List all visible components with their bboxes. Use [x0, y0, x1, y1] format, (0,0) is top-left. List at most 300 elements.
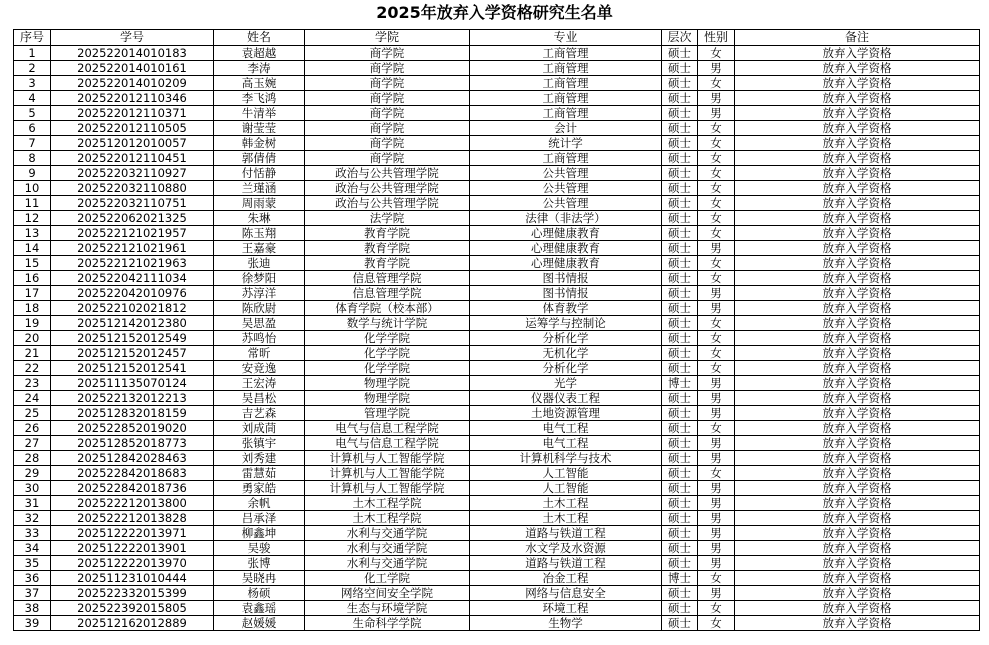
cell-major: 公共管理 [470, 166, 662, 181]
cell-name: 刘成茼 [214, 421, 305, 436]
cell-index: 7 [14, 136, 51, 151]
cell-index: 3 [14, 76, 51, 91]
cell-level: 硕士 [662, 601, 698, 616]
cell-name: 赵媛媛 [214, 616, 305, 631]
table-row [14, 346, 980, 361]
cell-name: 周雨蒙 [214, 196, 305, 211]
cell-level: 硕士 [662, 211, 698, 226]
cell-college: 计算机与人工智能学院 [305, 466, 470, 481]
cell-gender: 男 [698, 496, 735, 511]
table-row [14, 466, 980, 481]
cell-gender: 女 [698, 256, 735, 271]
cell-level: 硕士 [662, 391, 698, 406]
cell-major: 体育教学 [470, 301, 662, 316]
table-row [14, 151, 980, 166]
cell-college: 商学院 [305, 91, 470, 106]
table-row [14, 526, 980, 541]
cell-name: 张镇宇 [214, 436, 305, 451]
cell-name: 袁超越 [214, 46, 305, 61]
cell-index: 32 [14, 511, 51, 526]
cell-student-id: 202522212013828 [51, 511, 214, 526]
cell-index: 36 [14, 571, 51, 586]
cell-name: 李涛 [214, 61, 305, 76]
cell-name: 雷慧茹 [214, 466, 305, 481]
table-row [14, 286, 980, 301]
cell-remark: 放弃入学资格 [735, 556, 980, 571]
cell-index: 15 [14, 256, 51, 271]
cell-major: 计算机科学与技术 [470, 451, 662, 466]
table-row [14, 571, 980, 586]
cell-level: 硕士 [662, 616, 698, 631]
cell-major: 道路与铁道工程 [470, 526, 662, 541]
cell-major: 光学 [470, 376, 662, 391]
cell-student-id: 202512152012541 [51, 361, 214, 376]
cell-index: 31 [14, 496, 51, 511]
table-row [14, 226, 980, 241]
cell-index: 13 [14, 226, 51, 241]
cell-name: 牛清举 [214, 106, 305, 121]
cell-college: 教育学院 [305, 226, 470, 241]
cell-gender: 女 [698, 316, 735, 331]
cell-major: 统计学 [470, 136, 662, 151]
cell-major: 环境工程 [470, 601, 662, 616]
cell-major: 人工智能 [470, 466, 662, 481]
column-header-college: 学院 [305, 30, 470, 46]
table-row [14, 241, 980, 256]
cell-college: 信息管理学院 [305, 271, 470, 286]
cell-major: 图书情报 [470, 286, 662, 301]
cell-index: 11 [14, 196, 51, 211]
cell-student-id: 202512012010057 [51, 136, 214, 151]
table-row [14, 511, 980, 526]
cell-major: 无机化学 [470, 346, 662, 361]
cell-remark: 放弃入学资格 [735, 571, 980, 586]
cell-gender: 男 [698, 451, 735, 466]
cell-level: 硕士 [662, 166, 698, 181]
cell-student-id: 202522012110346 [51, 91, 214, 106]
cell-name: 张迪 [214, 256, 305, 271]
cell-name: 杨硕 [214, 586, 305, 601]
table-row [14, 76, 980, 91]
cell-remark: 放弃入学资格 [735, 346, 980, 361]
cell-gender: 男 [698, 556, 735, 571]
cell-remark: 放弃入学资格 [735, 181, 980, 196]
cell-name: 余帆 [214, 496, 305, 511]
cell-remark: 放弃入学资格 [735, 616, 980, 631]
cell-college: 化学学院 [305, 346, 470, 361]
table-row [14, 391, 980, 406]
cell-college: 土木工程学院 [305, 511, 470, 526]
cell-student-id: 202512222013970 [51, 556, 214, 571]
cell-student-id: 202511231010444 [51, 571, 214, 586]
cell-student-id: 202522032110880 [51, 181, 214, 196]
cell-gender: 女 [698, 466, 735, 481]
cell-level: 硕士 [662, 286, 698, 301]
cell-level: 硕士 [662, 541, 698, 556]
cell-gender: 女 [698, 421, 735, 436]
column-header-gender: 性别 [698, 30, 735, 46]
cell-remark: 放弃入学资格 [735, 121, 980, 136]
cell-name: 袁鑫瑶 [214, 601, 305, 616]
table-row [14, 616, 980, 631]
cell-index: 27 [14, 436, 51, 451]
cell-major: 水文学及水资源 [470, 541, 662, 556]
table-row [14, 256, 980, 271]
cell-level: 硕士 [662, 316, 698, 331]
cell-remark: 放弃入学资格 [735, 601, 980, 616]
cell-index: 9 [14, 166, 51, 181]
cell-college: 商学院 [305, 151, 470, 166]
cell-student-id: 202522014010209 [51, 76, 214, 91]
table-row [14, 61, 980, 76]
cell-college: 水利与交通学院 [305, 541, 470, 556]
cell-college: 水利与交通学院 [305, 526, 470, 541]
table-row [14, 376, 980, 391]
table-row [14, 136, 980, 151]
table-row [14, 406, 980, 421]
cell-index: 16 [14, 271, 51, 286]
roster-body [14, 46, 980, 631]
cell-college: 政治与公共管理学院 [305, 196, 470, 211]
cell-remark: 放弃入学资格 [735, 241, 980, 256]
cell-name: 李飞鸿 [214, 91, 305, 106]
cell-level: 硕士 [662, 451, 698, 466]
cell-college: 电气与信息工程学院 [305, 436, 470, 451]
cell-gender: 男 [698, 481, 735, 496]
table-row [14, 121, 980, 136]
cell-level: 硕士 [662, 331, 698, 346]
cell-gender: 女 [698, 616, 735, 631]
cell-gender: 男 [698, 406, 735, 421]
column-header-remark: 备注 [735, 30, 980, 46]
cell-gender: 女 [698, 151, 735, 166]
cell-college: 教育学院 [305, 241, 470, 256]
cell-major: 公共管理 [470, 196, 662, 211]
cell-student-id: 202522014010183 [51, 46, 214, 61]
cell-name: 王宏涛 [214, 376, 305, 391]
cell-student-id: 202512222013901 [51, 541, 214, 556]
cell-name: 张博 [214, 556, 305, 571]
cell-level: 硕士 [662, 121, 698, 136]
cell-remark: 放弃入学资格 [735, 481, 980, 496]
cell-remark: 放弃入学资格 [735, 256, 980, 271]
cell-index: 33 [14, 526, 51, 541]
cell-college: 政治与公共管理学院 [305, 166, 470, 181]
cell-name: 陈玉翔 [214, 226, 305, 241]
cell-name: 徐梦阳 [214, 271, 305, 286]
cell-student-id: 202522042111034 [51, 271, 214, 286]
cell-remark: 放弃入学资格 [735, 421, 980, 436]
cell-college: 网络空间安全学院 [305, 586, 470, 601]
cell-gender: 男 [698, 511, 735, 526]
cell-remark: 放弃入学资格 [735, 541, 980, 556]
cell-remark: 放弃入学资格 [735, 46, 980, 61]
table-row [14, 181, 980, 196]
cell-college: 计算机与人工智能学院 [305, 451, 470, 466]
cell-level: 硕士 [662, 181, 698, 196]
cell-college: 管理学院 [305, 406, 470, 421]
cell-gender: 男 [698, 61, 735, 76]
cell-name: 吴思盈 [214, 316, 305, 331]
cell-college: 土木工程学院 [305, 496, 470, 511]
cell-index: 19 [14, 316, 51, 331]
cell-name: 付恬静 [214, 166, 305, 181]
cell-college: 政治与公共管理学院 [305, 181, 470, 196]
cell-college: 计算机与人工智能学院 [305, 481, 470, 496]
cell-gender: 男 [698, 241, 735, 256]
cell-index: 23 [14, 376, 51, 391]
cell-level: 硕士 [662, 466, 698, 481]
cell-index: 18 [14, 301, 51, 316]
cell-student-id: 202522012110505 [51, 121, 214, 136]
cell-major: 公共管理 [470, 181, 662, 196]
cell-gender: 男 [698, 541, 735, 556]
cell-index: 4 [14, 91, 51, 106]
cell-remark: 放弃入学资格 [735, 151, 980, 166]
cell-name: 兰瑾涵 [214, 181, 305, 196]
cell-student-id: 202522121021963 [51, 256, 214, 271]
cell-gender: 男 [698, 526, 735, 541]
cell-name: 勇家皓 [214, 481, 305, 496]
cell-name: 柳鑫坤 [214, 526, 305, 541]
cell-gender: 女 [698, 361, 735, 376]
cell-gender: 女 [698, 331, 735, 346]
cell-index: 35 [14, 556, 51, 571]
cell-major: 法律（非法学） [470, 211, 662, 226]
cell-major: 心理健康教育 [470, 241, 662, 256]
table-row [14, 46, 980, 61]
cell-remark: 放弃入学资格 [735, 196, 980, 211]
cell-name: 谢莹莹 [214, 121, 305, 136]
cell-college: 体育学院（校本部） [305, 301, 470, 316]
cell-gender: 女 [698, 196, 735, 211]
cell-index: 24 [14, 391, 51, 406]
column-header-index: 序号 [14, 30, 51, 46]
roster-table [13, 29, 980, 631]
cell-name: 王嘉豪 [214, 241, 305, 256]
cell-index: 21 [14, 346, 51, 361]
table-row [14, 166, 980, 181]
column-header-student-id: 学号 [51, 30, 214, 46]
cell-name: 刘秀建 [214, 451, 305, 466]
cell-name: 苏鸣怡 [214, 331, 305, 346]
cell-name: 吴骏 [214, 541, 305, 556]
cell-major: 电气工程 [470, 421, 662, 436]
cell-gender: 男 [698, 106, 735, 121]
cell-index: 17 [14, 286, 51, 301]
cell-level: 硕士 [662, 586, 698, 601]
cell-gender: 女 [698, 271, 735, 286]
cell-gender: 女 [698, 601, 735, 616]
cell-student-id: 202522212013800 [51, 496, 214, 511]
cell-remark: 放弃入学资格 [735, 271, 980, 286]
cell-major: 生物学 [470, 616, 662, 631]
cell-remark: 放弃入学资格 [735, 211, 980, 226]
page-title: 2025年放弃入学资格研究生名单 [376, 3, 613, 22]
table-row [14, 106, 980, 121]
cell-student-id: 202512152012549 [51, 331, 214, 346]
cell-remark: 放弃入学资格 [735, 301, 980, 316]
column-header-major: 专业 [470, 30, 662, 46]
cell-gender: 女 [698, 166, 735, 181]
cell-gender: 男 [698, 586, 735, 601]
cell-level: 硕士 [662, 241, 698, 256]
cell-student-id: 202512162012889 [51, 616, 214, 631]
cell-remark: 放弃入学资格 [735, 316, 980, 331]
cell-level: 硕士 [662, 226, 698, 241]
cell-level: 硕士 [662, 136, 698, 151]
cell-level: 硕士 [662, 421, 698, 436]
cell-level: 硕士 [662, 256, 698, 271]
cell-student-id: 202522032110751 [51, 196, 214, 211]
cell-major: 分析化学 [470, 361, 662, 376]
cell-college: 商学院 [305, 136, 470, 151]
cell-college: 信息管理学院 [305, 286, 470, 301]
cell-index: 20 [14, 331, 51, 346]
table-row [14, 271, 980, 286]
cell-major: 工商管理 [470, 106, 662, 121]
cell-index: 34 [14, 541, 51, 556]
cell-level: 硕士 [662, 196, 698, 211]
cell-student-id: 202522852019020 [51, 421, 214, 436]
cell-student-id: 202522012110371 [51, 106, 214, 121]
cell-college: 教育学院 [305, 256, 470, 271]
cell-index: 8 [14, 151, 51, 166]
cell-gender: 女 [698, 211, 735, 226]
cell-college: 生态与环境学院 [305, 601, 470, 616]
cell-college: 商学院 [305, 121, 470, 136]
cell-gender: 女 [698, 136, 735, 151]
cell-gender: 女 [698, 121, 735, 136]
cell-major: 工商管理 [470, 76, 662, 91]
cell-index: 37 [14, 586, 51, 601]
table-row [14, 196, 980, 211]
cell-major: 工商管理 [470, 91, 662, 106]
cell-level: 硕士 [662, 151, 698, 166]
cell-remark: 放弃入学资格 [735, 91, 980, 106]
cell-index: 26 [14, 421, 51, 436]
cell-name: 吕承泽 [214, 511, 305, 526]
cell-remark: 放弃入学资格 [735, 76, 980, 91]
table-row [14, 331, 980, 346]
cell-remark: 放弃入学资格 [735, 166, 980, 181]
cell-gender: 男 [698, 301, 735, 316]
cell-level: 硕士 [662, 271, 698, 286]
table-row [14, 301, 980, 316]
cell-index: 2 [14, 61, 51, 76]
table-row [14, 316, 980, 331]
cell-level: 博士 [662, 571, 698, 586]
header-row [14, 30, 980, 46]
cell-remark: 放弃入学资格 [735, 361, 980, 376]
table-row [14, 421, 980, 436]
column-header-level: 层次 [662, 30, 698, 46]
cell-level: 硕士 [662, 361, 698, 376]
cell-remark: 放弃入学资格 [735, 406, 980, 421]
cell-gender: 男 [698, 91, 735, 106]
cell-student-id: 202522062021325 [51, 211, 214, 226]
cell-major: 道路与铁道工程 [470, 556, 662, 571]
cell-remark: 放弃入学资格 [735, 466, 980, 481]
cell-major: 土木工程 [470, 511, 662, 526]
cell-index: 1 [14, 46, 51, 61]
cell-level: 硕士 [662, 406, 698, 421]
cell-student-id: 202522102021812 [51, 301, 214, 316]
cell-index: 39 [14, 616, 51, 631]
cell-student-id: 202511135070124 [51, 376, 214, 391]
cell-gender: 男 [698, 391, 735, 406]
cell-index: 14 [14, 241, 51, 256]
table-row [14, 91, 980, 106]
table-row [14, 211, 980, 226]
cell-remark: 放弃入学资格 [735, 136, 980, 151]
cell-gender: 女 [698, 181, 735, 196]
cell-level: 硕士 [662, 106, 698, 121]
cell-remark: 放弃入学资格 [735, 331, 980, 346]
cell-college: 化工学院 [305, 571, 470, 586]
cell-gender: 男 [698, 376, 735, 391]
cell-student-id: 202522042010976 [51, 286, 214, 301]
cell-name: 苏淳洋 [214, 286, 305, 301]
cell-major: 土木工程 [470, 496, 662, 511]
table-row [14, 361, 980, 376]
cell-college: 物理学院 [305, 376, 470, 391]
cell-gender: 男 [698, 286, 735, 301]
table-row [14, 586, 980, 601]
cell-college: 商学院 [305, 106, 470, 121]
table-row [14, 481, 980, 496]
cell-college: 物理学院 [305, 391, 470, 406]
cell-student-id: 202522392015805 [51, 601, 214, 616]
cell-student-id: 202522121021957 [51, 226, 214, 241]
cell-index: 5 [14, 106, 51, 121]
cell-remark: 放弃入学资格 [735, 511, 980, 526]
cell-student-id: 202512222013971 [51, 526, 214, 541]
cell-college: 化学学院 [305, 361, 470, 376]
table-row [14, 541, 980, 556]
cell-remark: 放弃入学资格 [735, 226, 980, 241]
table-row [14, 496, 980, 511]
cell-remark: 放弃入学资格 [735, 436, 980, 451]
cell-major: 运筹学与控制论 [470, 316, 662, 331]
cell-level: 博士 [662, 376, 698, 391]
table-row [14, 556, 980, 571]
cell-name: 高玉婉 [214, 76, 305, 91]
cell-student-id: 202512832018159 [51, 406, 214, 421]
cell-major: 工商管理 [470, 61, 662, 76]
cell-student-id: 202512142012380 [51, 316, 214, 331]
cell-name: 吴晓冉 [214, 571, 305, 586]
cell-college: 电气与信息工程学院 [305, 421, 470, 436]
cell-index: 38 [14, 601, 51, 616]
cell-remark: 放弃入学资格 [735, 376, 980, 391]
cell-index: 28 [14, 451, 51, 466]
cell-major: 冶金工程 [470, 571, 662, 586]
cell-remark: 放弃入学资格 [735, 286, 980, 301]
cell-student-id: 202512152012457 [51, 346, 214, 361]
cell-student-id: 202522842018683 [51, 466, 214, 481]
column-header-name: 姓名 [214, 30, 305, 46]
cell-major: 会计 [470, 121, 662, 136]
cell-name: 吉艺森 [214, 406, 305, 421]
cell-college: 数学与统计学院 [305, 316, 470, 331]
table-row [14, 451, 980, 466]
cell-college: 化学学院 [305, 331, 470, 346]
cell-major: 心理健康教育 [470, 256, 662, 271]
cell-major: 人工智能 [470, 481, 662, 496]
cell-level: 硕士 [662, 436, 698, 451]
cell-name: 郭倩倩 [214, 151, 305, 166]
